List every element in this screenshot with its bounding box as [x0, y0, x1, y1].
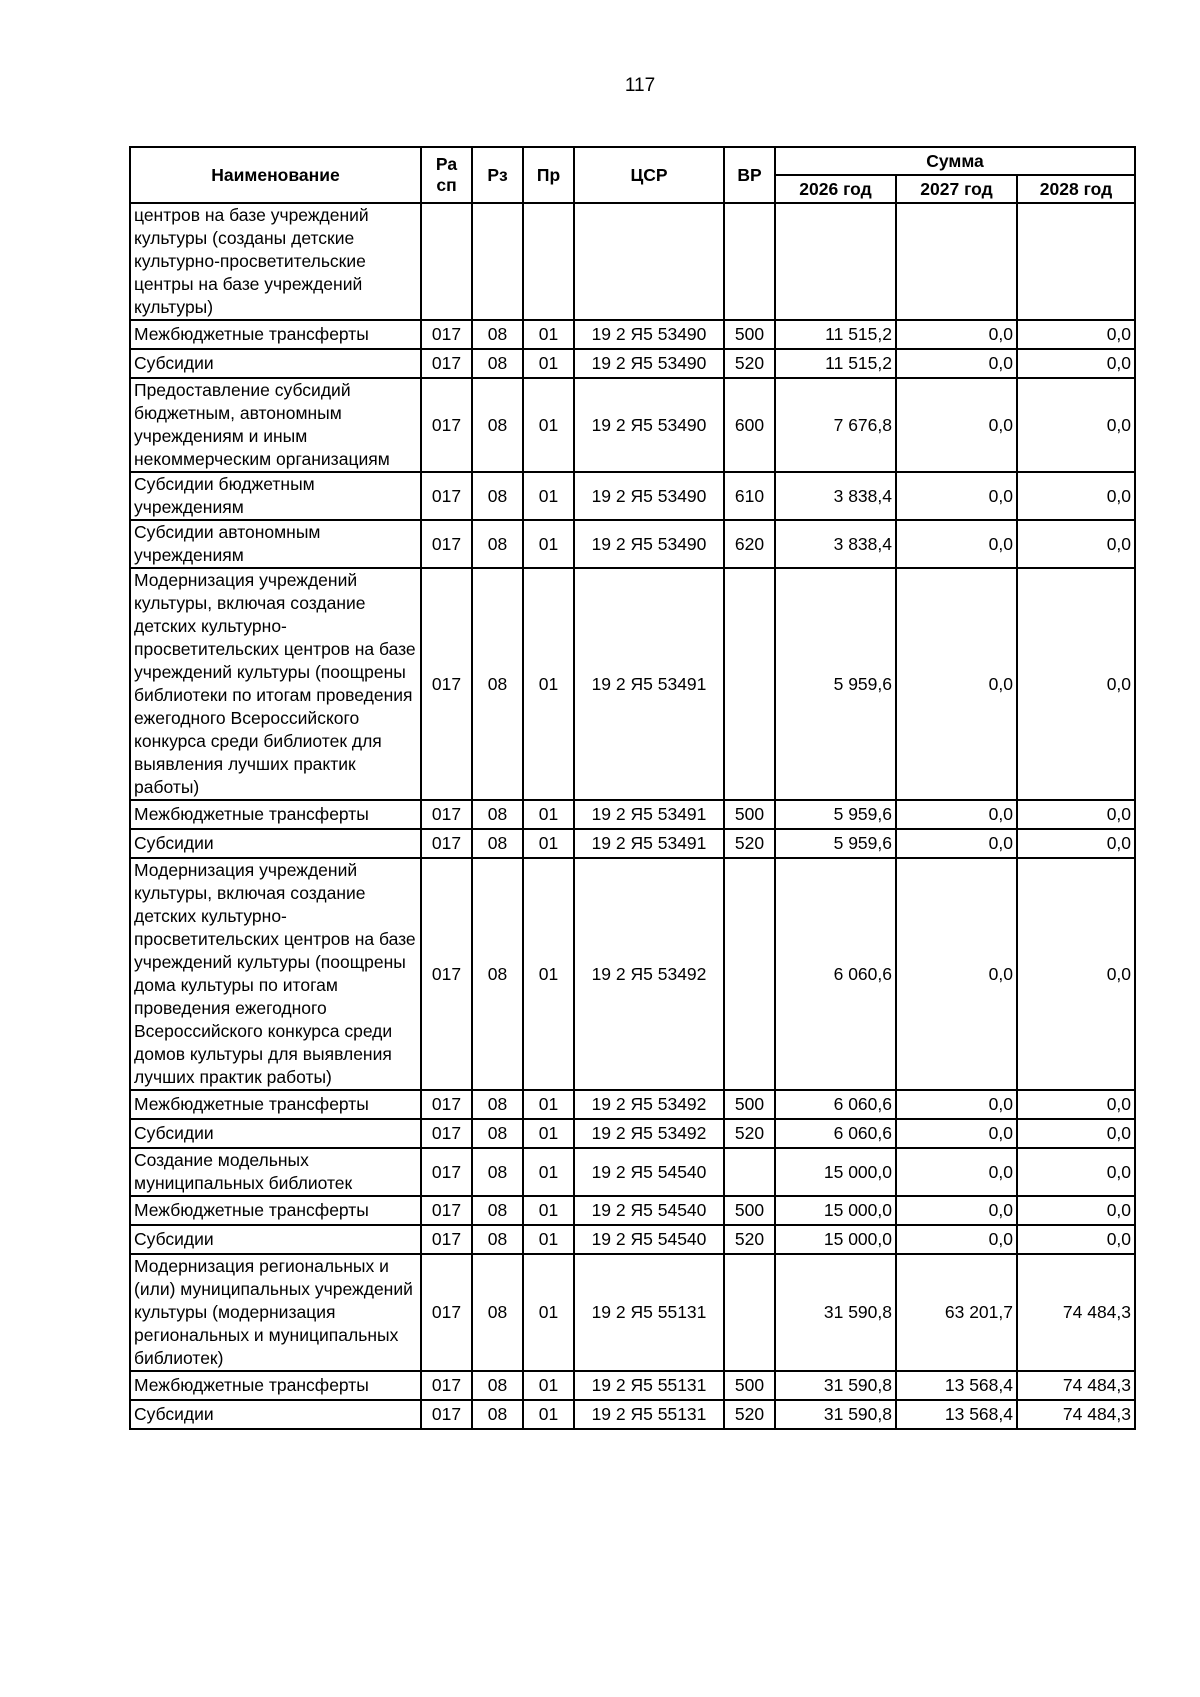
cell-name: Модернизация региональных и (или) муниципальных учреждений культуры (модернизация региональных и муниципальных библиотек) — [130, 1254, 421, 1371]
cell-rasp: 017 — [421, 568, 472, 800]
cell-pr — [523, 203, 574, 320]
table-row — [130, 568, 1135, 800]
cell-csr: 19 2 Я5 53490 — [574, 349, 724, 378]
header-sum: Сумма — [775, 147, 1135, 175]
cell-pr: 01 — [523, 1196, 574, 1225]
cell-sum-2027: 0,0 — [896, 568, 1017, 800]
cell-pr: 01 — [523, 1371, 574, 1400]
cell-sum-2026: 7 676,8 — [775, 378, 896, 472]
cell-csr: 19 2 Я5 54540 — [574, 1196, 724, 1225]
cell-pr: 01 — [523, 1225, 574, 1254]
cell-vr — [724, 1148, 775, 1196]
cell-name: Межбюджетные трансферты — [130, 800, 421, 829]
cell-rasp: 017 — [421, 858, 472, 1090]
cell-name: Модернизация учреждений культуры, включая создание детских культурно-просветительских центров на базе учреждений культуры (поощрены библиотеки по итогам проведения ежегодного Всероссийского конкурса среди библиотек для выявления лучших практик работы) — [130, 568, 421, 800]
cell-name: Предоставление субсидий бюджетным, автономным учреждениям и иным некоммерческим организациям — [130, 378, 421, 472]
cell-sum-2028: 0,0 — [1017, 1119, 1135, 1148]
cell-sum-2026: 15 000,0 — [775, 1148, 896, 1196]
cell-sum-2028: 0,0 — [1017, 1225, 1135, 1254]
cell-rz: 08 — [472, 800, 523, 829]
cell-sum-2026: 15 000,0 — [775, 1196, 896, 1225]
table-row — [130, 829, 1135, 858]
header-year-2026: 2026 год — [775, 175, 896, 203]
cell-sum-2028: 0,0 — [1017, 349, 1135, 378]
table-body — [130, 203, 1135, 1429]
cell-pr: 01 — [523, 858, 574, 1090]
cell-rz: 08 — [472, 858, 523, 1090]
cell-sum-2027: 0,0 — [896, 800, 1017, 829]
cell-name: Субсидии бюджетным учреждениям — [130, 472, 421, 520]
cell-pr: 01 — [523, 1090, 574, 1119]
cell-csr: 19 2 Я5 53490 — [574, 320, 724, 349]
cell-vr: 610 — [724, 472, 775, 520]
cell-rz: 08 — [472, 1148, 523, 1196]
cell-vr — [724, 858, 775, 1090]
header-pr: Пр — [523, 147, 574, 203]
cell-vr: 600 — [724, 378, 775, 472]
cell-sum-2026 — [775, 203, 896, 320]
table-row — [130, 1400, 1135, 1429]
header-year-2028: 2028 год — [1017, 175, 1135, 203]
cell-rasp: 017 — [421, 800, 472, 829]
table-row — [130, 858, 1135, 1090]
cell-sum-2028: 0,0 — [1017, 320, 1135, 349]
header-csr: ЦСР — [574, 147, 724, 203]
header-rz: Рз — [472, 147, 523, 203]
cell-pr: 01 — [523, 568, 574, 800]
cell-name: Межбюджетные трансферты — [130, 1371, 421, 1400]
cell-csr: 19 2 Я5 53491 — [574, 829, 724, 858]
cell-csr: 19 2 Я5 53490 — [574, 472, 724, 520]
table-row — [130, 349, 1135, 378]
cell-vr: 620 — [724, 520, 775, 568]
cell-rasp: 017 — [421, 320, 472, 349]
cell-sum-2028 — [1017, 203, 1135, 320]
cell-sum-2027: 0,0 — [896, 1225, 1017, 1254]
cell-vr: 500 — [724, 1196, 775, 1225]
cell-sum-2027: 13 568,4 — [896, 1371, 1017, 1400]
cell-vr: 500 — [724, 1371, 775, 1400]
cell-csr: 19 2 Я5 53491 — [574, 800, 724, 829]
cell-rz: 08 — [472, 320, 523, 349]
cell-sum-2027: 13 568,4 — [896, 1400, 1017, 1429]
cell-sum-2026: 31 590,8 — [775, 1371, 896, 1400]
cell-sum-2026: 15 000,0 — [775, 1225, 896, 1254]
cell-csr: 19 2 Я5 54540 — [574, 1148, 724, 1196]
cell-sum-2027: 0,0 — [896, 320, 1017, 349]
cell-rasp — [421, 203, 472, 320]
table-row — [130, 1254, 1135, 1371]
cell-sum-2026: 6 060,6 — [775, 1090, 896, 1119]
cell-vr: 520 — [724, 1119, 775, 1148]
cell-rasp: 017 — [421, 1090, 472, 1119]
cell-sum-2028: 0,0 — [1017, 800, 1135, 829]
cell-csr: 19 2 Я5 54540 — [574, 1225, 724, 1254]
cell-rasp: 017 — [421, 1225, 472, 1254]
cell-pr: 01 — [523, 829, 574, 858]
cell-csr: 19 2 Я5 53492 — [574, 1119, 724, 1148]
cell-vr: 500 — [724, 800, 775, 829]
cell-sum-2028: 74 484,3 — [1017, 1371, 1135, 1400]
cell-sum-2028: 0,0 — [1017, 472, 1135, 520]
table-row — [130, 1225, 1135, 1254]
cell-sum-2026: 5 959,6 — [775, 568, 896, 800]
cell-sum-2026: 31 590,8 — [775, 1400, 896, 1429]
cell-sum-2027: 0,0 — [896, 520, 1017, 568]
cell-pr: 01 — [523, 1119, 574, 1148]
cell-pr: 01 — [523, 1254, 574, 1371]
cell-rz: 08 — [472, 349, 523, 378]
cell-sum-2026: 11 515,2 — [775, 349, 896, 378]
cell-name: центров на базе учреждений культуры (созданы детские культурно-просветительские центры на базе учреждений культуры) — [130, 203, 421, 320]
cell-name: Субсидии — [130, 1119, 421, 1148]
cell-sum-2026: 6 060,6 — [775, 1119, 896, 1148]
cell-rasp: 017 — [421, 520, 472, 568]
cell-sum-2027: 0,0 — [896, 1090, 1017, 1119]
cell-vr — [724, 203, 775, 320]
cell-name: Создание модельных муниципальных библиотек — [130, 1148, 421, 1196]
cell-rz: 08 — [472, 829, 523, 858]
cell-sum-2028: 74 484,3 — [1017, 1254, 1135, 1371]
cell-pr: 01 — [523, 1400, 574, 1429]
cell-name: Межбюджетные трансферты — [130, 320, 421, 349]
cell-name: Субсидии автономным учреждениям — [130, 520, 421, 568]
cell-sum-2027: 0,0 — [896, 1196, 1017, 1225]
cell-vr — [724, 568, 775, 800]
cell-csr — [574, 203, 724, 320]
cell-rz: 08 — [472, 1090, 523, 1119]
cell-sum-2026: 11 515,2 — [775, 320, 896, 349]
cell-pr: 01 — [523, 472, 574, 520]
cell-sum-2026: 31 590,8 — [775, 1254, 896, 1371]
cell-csr: 19 2 Я5 53491 — [574, 568, 724, 800]
cell-sum-2027: 0,0 — [896, 378, 1017, 472]
cell-name: Межбюджетные трансферты — [130, 1090, 421, 1119]
header-rasp: Ра сп — [421, 147, 472, 203]
cell-sum-2027: 0,0 — [896, 349, 1017, 378]
header-vr: ВР — [724, 147, 775, 203]
cell-sum-2027: 0,0 — [896, 829, 1017, 858]
cell-sum-2026: 6 060,6 — [775, 858, 896, 1090]
cell-sum-2027: 0,0 — [896, 1119, 1017, 1148]
cell-vr — [724, 1254, 775, 1371]
cell-sum-2028: 0,0 — [1017, 1090, 1135, 1119]
cell-rz: 08 — [472, 378, 523, 472]
cell-sum-2026: 3 838,4 — [775, 472, 896, 520]
table-row — [130, 378, 1135, 472]
cell-sum-2028: 74 484,3 — [1017, 1400, 1135, 1429]
cell-rasp: 017 — [421, 472, 472, 520]
cell-rasp: 017 — [421, 1371, 472, 1400]
cell-sum-2028: 0,0 — [1017, 1148, 1135, 1196]
table-row — [130, 320, 1135, 349]
cell-rasp: 017 — [421, 1400, 472, 1429]
cell-pr: 01 — [523, 800, 574, 829]
cell-sum-2028: 0,0 — [1017, 858, 1135, 1090]
cell-rz — [472, 203, 523, 320]
cell-vr: 520 — [724, 1225, 775, 1254]
budget-table — [129, 146, 1136, 1430]
cell-name: Межбюджетные трансферты — [130, 1196, 421, 1225]
cell-pr: 01 — [523, 320, 574, 349]
cell-sum-2027 — [896, 203, 1017, 320]
cell-name: Модернизация учреждений культуры, включая создание детских культурно-просветительских центров на базе учреждений культуры (поощрены дома культуры по итогам проведения ежегодного Всероссийского конкурса среди домов культуры для выявления лучших практик работы) — [130, 858, 421, 1090]
cell-rasp: 017 — [421, 1196, 472, 1225]
cell-rasp: 017 — [421, 1119, 472, 1148]
cell-rz: 08 — [472, 1225, 523, 1254]
table-row — [130, 1119, 1135, 1148]
cell-pr: 01 — [523, 1148, 574, 1196]
cell-sum-2027: 63 201,7 — [896, 1254, 1017, 1371]
cell-csr: 19 2 Я5 53490 — [574, 378, 724, 472]
cell-rasp: 017 — [421, 829, 472, 858]
cell-csr: 19 2 Я5 53490 — [574, 520, 724, 568]
table-row — [130, 1196, 1135, 1225]
table-row — [130, 1090, 1135, 1119]
cell-rz: 08 — [472, 1400, 523, 1429]
cell-rz: 08 — [472, 568, 523, 800]
cell-rz: 08 — [472, 520, 523, 568]
page-number: 117 — [624, 75, 656, 96]
cell-sum-2026: 5 959,6 — [775, 829, 896, 858]
cell-rz: 08 — [472, 1371, 523, 1400]
cell-sum-2027: 0,0 — [896, 1148, 1017, 1196]
cell-rasp: 017 — [421, 378, 472, 472]
cell-csr: 19 2 Я5 53492 — [574, 1090, 724, 1119]
cell-vr: 520 — [724, 829, 775, 858]
cell-sum-2028: 0,0 — [1017, 520, 1135, 568]
cell-sum-2028: 0,0 — [1017, 1196, 1135, 1225]
cell-sum-2027: 0,0 — [896, 858, 1017, 1090]
cell-pr: 01 — [523, 520, 574, 568]
cell-sum-2028: 0,0 — [1017, 378, 1135, 472]
table-row — [130, 520, 1135, 568]
cell-vr: 500 — [724, 320, 775, 349]
cell-sum-2026: 5 959,6 — [775, 800, 896, 829]
cell-pr: 01 — [523, 349, 574, 378]
cell-rasp: 017 — [421, 1254, 472, 1371]
cell-csr: 19 2 Я5 55131 — [574, 1254, 724, 1371]
cell-sum-2028: 0,0 — [1017, 568, 1135, 800]
cell-name: Субсидии — [130, 1400, 421, 1429]
cell-rz: 08 — [472, 1254, 523, 1371]
header-name: Наименование — [130, 147, 421, 203]
cell-sum-2028: 0,0 — [1017, 829, 1135, 858]
table-row — [130, 472, 1135, 520]
cell-rasp: 017 — [421, 349, 472, 378]
cell-csr: 19 2 Я5 55131 — [574, 1400, 724, 1429]
header-year-2027: 2027 год — [896, 175, 1017, 203]
cell-pr: 01 — [523, 378, 574, 472]
cell-rz: 08 — [472, 1196, 523, 1225]
cell-rz: 08 — [472, 1119, 523, 1148]
table-row — [130, 203, 1135, 320]
cell-sum-2026: 3 838,4 — [775, 520, 896, 568]
cell-name: Субсидии — [130, 1225, 421, 1254]
cell-vr: 500 — [724, 1090, 775, 1119]
cell-rasp: 017 — [421, 1148, 472, 1196]
cell-sum-2027: 0,0 — [896, 472, 1017, 520]
cell-csr: 19 2 Я5 53492 — [574, 858, 724, 1090]
cell-rz: 08 — [472, 472, 523, 520]
table-row — [130, 1371, 1135, 1400]
cell-name: Субсидии — [130, 829, 421, 858]
table-row — [130, 1148, 1135, 1196]
cell-vr: 520 — [724, 349, 775, 378]
cell-name: Субсидии — [130, 349, 421, 378]
cell-csr: 19 2 Я5 55131 — [574, 1371, 724, 1400]
table-row — [130, 800, 1135, 829]
cell-vr: 520 — [724, 1400, 775, 1429]
